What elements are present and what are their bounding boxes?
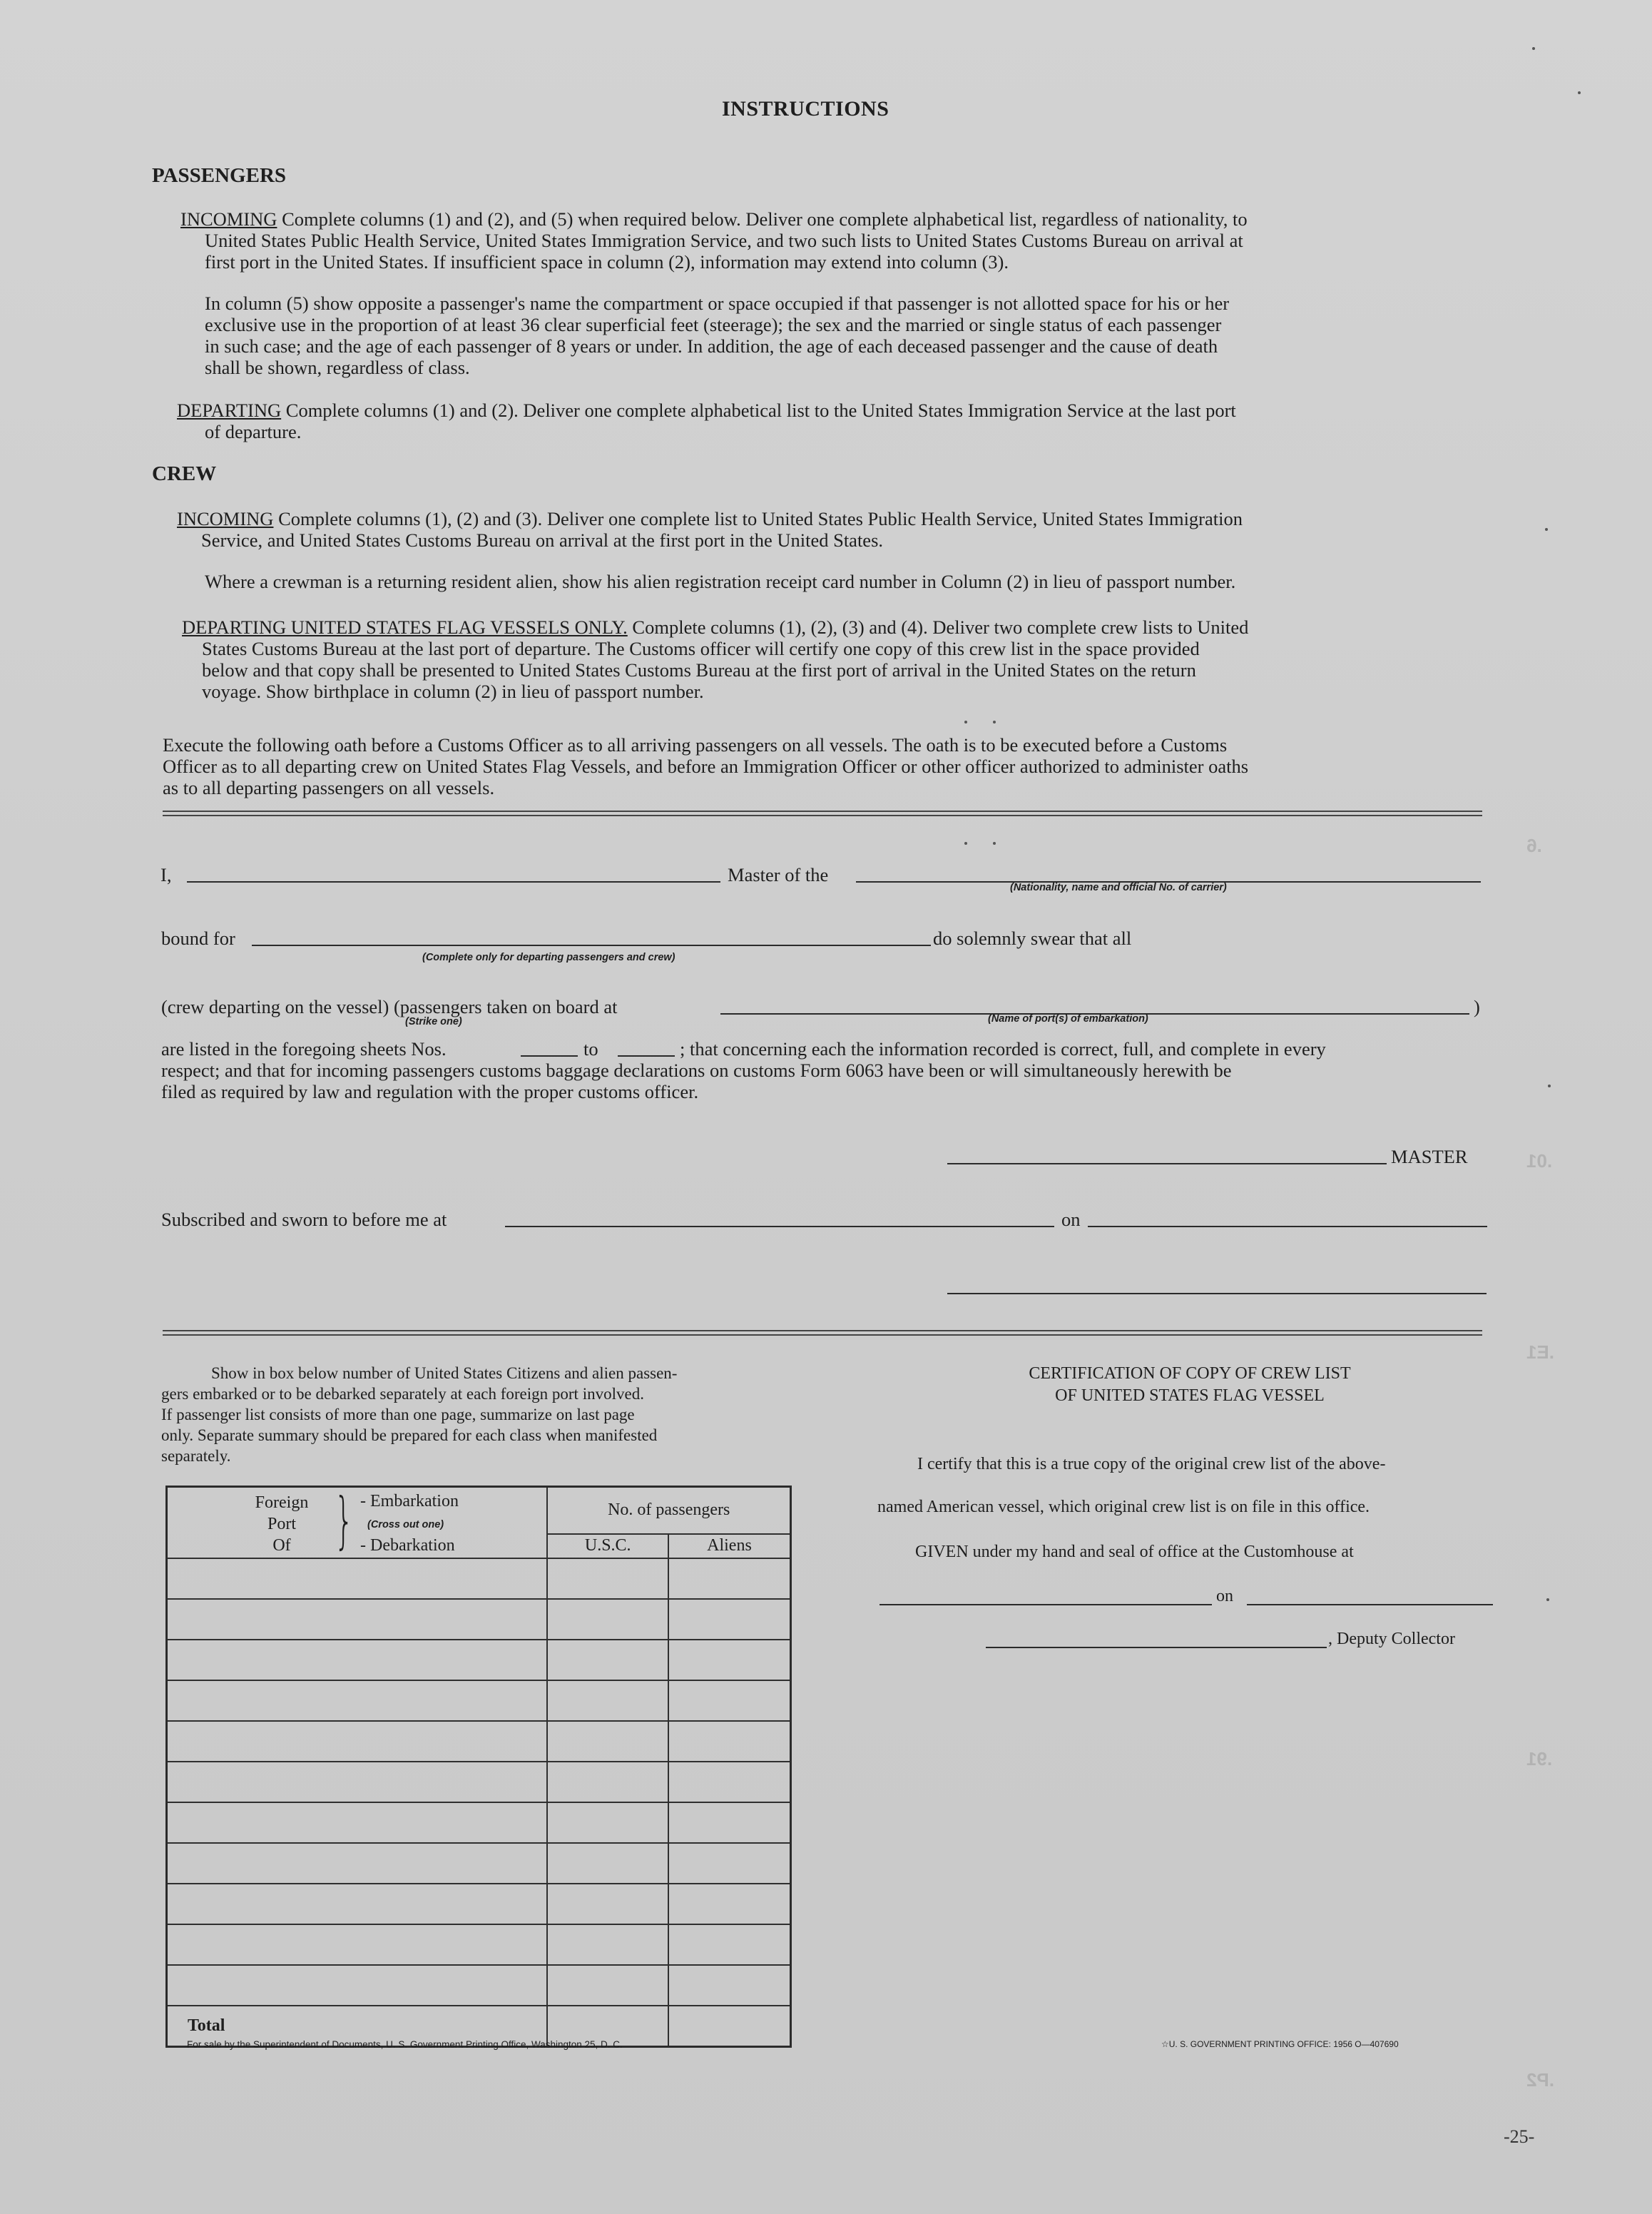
text-line: United States Public Health Service, United States Immigration Service, and two such lists to United States Customs Bureau on arrival at	[205, 230, 1243, 251]
page-number-mark: -25-	[1504, 2126, 1535, 2147]
text-line: Complete columns (1) and (2), and (5) when required below. Deliver one complete alphabetical list, regardless of nationality, to	[282, 208, 1248, 230]
section-divider	[163, 1330, 1482, 1336]
subscribed-label: Subscribed and sworn to before me at	[161, 1209, 447, 1230]
aliens-cell[interactable]	[668, 1843, 791, 1884]
text-line: Complete columns (1), (2), (3) and (4). Deliver two complete crew lists to United	[632, 616, 1249, 638]
listed-line-1: are listed in the foregoing sheets Nos.	[161, 1038, 447, 1060]
listed-line-1b: ; that concerning each the information recorded is correct, full, and complete in every	[680, 1038, 1326, 1060]
bleed-through-mark: .E1	[1526, 1341, 1555, 1363]
speck	[964, 842, 967, 845]
text-line: Complete columns (1), (2) and (3). Deliver one complete list to United States Public Health Service, United States Immigration	[278, 508, 1243, 529]
text-line: in such case; and the age of each passenger of 8 years or under. In addition, the age of each deceased passenger and the cause of death	[205, 335, 1218, 357]
aliens-cell[interactable]	[668, 1924, 791, 1965]
usc-cell[interactable]	[547, 1884, 668, 1924]
text-line: Show in box below number of United States Citizens and alien passen-	[211, 1364, 678, 1382]
port-cell[interactable]	[167, 1802, 548, 1843]
total-aliens-cell[interactable]	[668, 2006, 791, 2047]
text-line: as to all departing passengers on all vessels.	[163, 777, 495, 798]
text-line: shall be shown, regardless of class.	[205, 357, 470, 378]
text-line: of departure.	[205, 421, 302, 442]
crew-departing	[182, 616, 1248, 638]
sheet-to-field[interactable]	[618, 1055, 675, 1057]
bound-for-label: bound for	[161, 928, 235, 949]
text-line: filed as required by law and regulation with the proper customs officer.	[161, 1081, 699, 1102]
customhouse-field[interactable]	[879, 1604, 1212, 1605]
text-line: respect; and that for incoming passengers customs baggage declarations on customs Form 6063 have been or will simultaneously herewith be	[161, 1060, 1232, 1081]
officer-signature-field[interactable]	[947, 1293, 1487, 1294]
text-line: gers embarked or to be debarked separately at each foreign port involved.	[161, 1385, 644, 1403]
port-label: Port	[267, 1515, 296, 1533]
usc-cell[interactable]	[547, 1965, 668, 2006]
speck	[993, 721, 996, 723]
usc-cell[interactable]	[547, 1802, 668, 1843]
speck	[1532, 47, 1535, 50]
text-line: exclusive use in the proportion of at least 36 clear superficial feet (steerage); the sex and the married or single status of each passenger	[205, 314, 1222, 335]
cert-body-line: named American vessel, which original crew list is on file in this office.	[877, 1498, 1370, 1516]
ports-caption: (Name of port(s) of embarkation)	[988, 1013, 1148, 1025]
port-cell[interactable]	[167, 1884, 548, 1924]
port-cell[interactable]	[167, 1640, 548, 1680]
table-row	[167, 1802, 791, 1843]
text-line: Officer as to all departing crew on United States Flag Vessels, and before an Immigration Officer or other officer authorized to administer oaths	[163, 756, 1249, 777]
aliens-header: Aliens	[668, 1534, 791, 1558]
speck	[1546, 1598, 1549, 1601]
aliens-cell[interactable]	[668, 1640, 791, 1680]
port-cell[interactable]	[167, 1599, 548, 1640]
sworn-at-field[interactable]	[505, 1226, 1054, 1227]
summary-instructions	[161, 1363, 677, 1466]
close-paren: )	[1474, 996, 1480, 1017]
table-row	[167, 1924, 791, 1965]
cert-date-field[interactable]	[1247, 1604, 1493, 1605]
deputy-collector-label: , Deputy Collector	[1328, 1630, 1455, 1648]
text-line: States Customs Bureau at the last port of departure. The Customs officer will certify one copy of this crew list in the space provided	[202, 638, 1200, 659]
cross-out-caption: (Cross out one)	[367, 1519, 444, 1530]
text-line: Execute the following oath before a Customs Officer as to all arriving passengers on all vessels. The oath is to be executed before a Customs	[163, 734, 1228, 756]
table-row	[167, 1599, 791, 1640]
usc-cell[interactable]	[547, 1680, 668, 1721]
port-cell[interactable]	[167, 1721, 548, 1762]
usc-header: U.S.C.	[547, 1534, 668, 1558]
footer-sale-note: For sale by the Superintendent of Documents, U. S. Government Printing Office, Washington 25, D. C.	[187, 2039, 623, 2050]
cert-body-line: I certify that this is a true copy of the original crew list of the above-	[917, 1455, 1386, 1473]
sworn-date-field[interactable]	[1088, 1226, 1487, 1227]
cert-given-line: GIVEN under my hand and seal of office at the Customhouse at	[915, 1543, 1354, 1561]
text-line: only. Separate summary should be prepared for each class when manifested	[161, 1426, 658, 1444]
text-line: separately.	[161, 1447, 231, 1465]
crew-heading: CREW	[152, 462, 217, 485]
summary-rows	[167, 1558, 791, 2006]
port-cell[interactable]	[167, 1558, 548, 1599]
cert-title-line: CERTIFICATION OF COPY OF CREW LIST	[1029, 1364, 1351, 1383]
aliens-cell[interactable]	[668, 1762, 791, 1802]
aliens-cell[interactable]	[668, 1558, 791, 1599]
speck	[964, 721, 967, 723]
speck	[1545, 528, 1548, 531]
table-row	[167, 1680, 791, 1721]
passengers-heading: PASSENGERS	[152, 164, 287, 187]
embarkation-label: - Embarkation	[360, 1492, 459, 1510]
aliens-cell[interactable]	[668, 1965, 791, 2006]
cert-on-label: on	[1216, 1587, 1233, 1605]
bound-for-caption: (Complete only for departing passengers and crew)	[422, 952, 675, 963]
speck	[993, 842, 996, 845]
section-divider	[163, 811, 1482, 816]
usc-cell[interactable]	[547, 1558, 668, 1599]
text-line: voyage. Show birthplace in column (2) in lieu of passport number.	[202, 681, 704, 702]
master-signature-field[interactable]	[947, 1163, 1387, 1164]
table-row	[167, 1640, 791, 1680]
footer-gpo-note: ☆U. S. GOVERNMENT PRINTING OFFICE: 1956 O—407690	[1161, 2039, 1399, 2049]
text-line: In column (5) show opposite a passenger's name the compartment or space occupied if that passenger is not allotted space for his or her	[205, 293, 1230, 314]
bleed-through-mark: .6	[1526, 835, 1542, 856]
crew-incoming-label: INCOMING	[177, 508, 274, 529]
strike-caption: (Strike one)	[405, 1016, 462, 1027]
aliens-cell[interactable]	[668, 1802, 791, 1843]
crew-incoming	[177, 508, 1243, 529]
master-label: MASTER	[1391, 1146, 1468, 1167]
sworn-on-label: on	[1061, 1209, 1081, 1230]
aliens-cell[interactable]	[668, 1884, 791, 1924]
text-line: If passenger list consists of more than one page, summarize on last page	[161, 1406, 635, 1423]
aliens-cell[interactable]	[668, 1721, 791, 1762]
cert-title-line: OF UNITED STATES FLAG VESSEL	[1055, 1386, 1325, 1405]
usc-cell[interactable]	[547, 1924, 668, 1965]
usc-cell[interactable]	[547, 1762, 668, 1802]
passengers-incoming-label: INCOMING	[180, 208, 277, 230]
carrier-caption: (Nationality, name and official No. of carrier)	[1010, 882, 1227, 893]
port-cell[interactable]	[167, 1965, 548, 2006]
table-row	[167, 1558, 791, 1599]
debarkation-label: - Debarkation	[360, 1536, 455, 1555]
table-row	[167, 1721, 791, 1762]
port-cell[interactable]	[167, 1924, 548, 1965]
text-line: below and that copy shall be presented to United States Customs Bureau at the first port of arrival in the United States on the return	[202, 659, 1196, 681]
text-line: Complete columns (1) and (2). Deliver one complete alphabetical list to the United States Immigration Service at the last port	[285, 400, 1236, 421]
usc-cell[interactable]	[547, 1721, 668, 1762]
bound-for-field[interactable]	[252, 945, 931, 946]
port-cell[interactable]	[167, 1843, 548, 1884]
speck	[1578, 91, 1581, 94]
passenger-summary-table	[165, 1486, 792, 2048]
oath-i-label: I,	[160, 864, 172, 885]
bleed-through-mark: .91	[1526, 1748, 1553, 1769]
sheet-from-field[interactable]	[521, 1055, 578, 1057]
swear-text: do solemnly swear that all	[933, 928, 1132, 949]
aliens-cell[interactable]	[668, 1680, 791, 1721]
table-row	[167, 1762, 791, 1802]
crew-departing-text: (crew departing on the vessel) (passengers taken on board at	[161, 996, 618, 1017]
passengers-incoming	[180, 208, 1248, 230]
usc-cell[interactable]	[547, 1640, 668, 1680]
bleed-through-mark: .01	[1526, 1150, 1553, 1172]
table-row	[167, 1843, 791, 1884]
bleed-through-mark: .P2	[1526, 2069, 1555, 2091]
of-label: Of	[272, 1536, 291, 1555]
crew-departing-label: DEPARTING UNITED STATES FLAG VESSELS ONLY.	[182, 616, 628, 638]
table-row	[167, 1884, 791, 1924]
master-of-label: Master of the	[728, 864, 829, 885]
foreign-port-header	[167, 1487, 548, 1558]
master-name-field[interactable]	[187, 881, 720, 883]
port-cell[interactable]	[167, 1680, 548, 1721]
text-line: Where a crewman is a returning resident alien, show his alien registration receipt card number in Column (2) in lieu of passport number.	[205, 571, 1236, 592]
text-line: Service, and United States Customs Bureau on arrival at the first port in the United States.	[201, 529, 884, 551]
to-label: to	[583, 1038, 598, 1060]
passengers-departing-label: DEPARTING	[177, 400, 282, 421]
foreign-label: Foreign	[255, 1493, 309, 1512]
passengers-departing	[177, 400, 1236, 421]
total-label: Total	[167, 2006, 548, 2047]
deputy-signature-field[interactable]	[986, 1647, 1327, 1648]
text-line: first port in the United States. If insufficient space in column (2), information may extend into column (3).	[205, 251, 1009, 273]
table-header-row	[167, 1487, 791, 1534]
no-of-passengers-header: No. of passengers	[547, 1487, 790, 1534]
speck	[1548, 1085, 1551, 1087]
page-title: INSTRUCTIONS	[722, 97, 889, 121]
brace-symbol: }	[334, 1485, 355, 1556]
usc-cell[interactable]	[547, 1843, 668, 1884]
aliens-cell[interactable]	[668, 1599, 791, 1640]
port-cell[interactable]	[167, 1762, 548, 1802]
usc-cell[interactable]	[547, 1599, 668, 1640]
certification-title	[883, 1363, 1497, 1407]
table-row	[167, 1965, 791, 2006]
